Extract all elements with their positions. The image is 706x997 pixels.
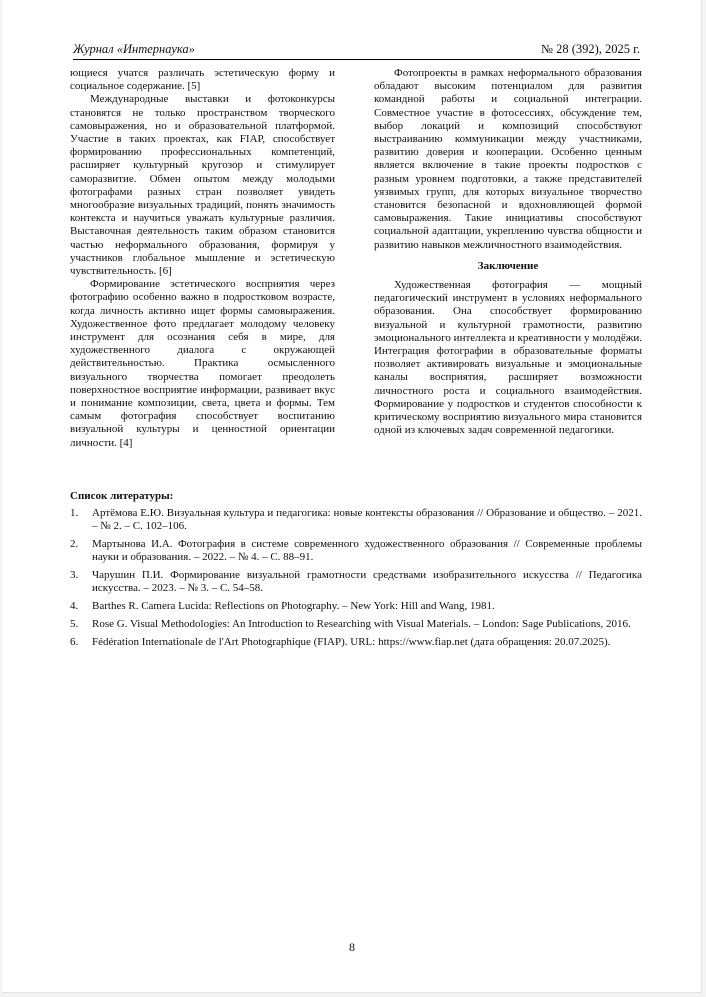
reference-item <box>70 618 642 631</box>
reference-number: 3. <box>70 569 79 581</box>
reference-text: Fédération Internationale de l'Art Photographique (FIAP). URL: https://www.fiap.net (дата обращения: 20.07.2025). <box>92 636 611 648</box>
paragraph: Художественная фотография — мощный педагогический инструмент в условиях неформального образования. Она способствует формированию визуальной и культурной грамотности, развитию эмоционального интеллекта и креативности у молодёжи. Интеграция фотографии в образовательные форматы позволяет активировать визуальные и эмоциональные каналы восприятия, расширяет возможности личностного роста и социального взаимодействия. Формирование у подростков и студентов способности к критическому восприятию визуального мира становится одной из ключевых задач современной педагогики. <box>374 279 642 437</box>
section-heading-conclusion: Заключение <box>477 259 539 272</box>
references-list <box>70 507 642 649</box>
reference-item <box>70 636 642 649</box>
reference-number: 4. <box>70 600 79 612</box>
document-page <box>2 0 702 993</box>
paragraph: Формирование эстетического восприятия через фотографию особенно важно в подростковом возрасте, когда личность активно ищет формы самовыражения. Художественное фото предлагает молодому человеку инструмент для осознания себя в мире, для художественного диалога с окружающей действительностью. Практика осмысленного визуального творчества помогает преодолеть поверхностное восприятие информации, развивает вкус и понимание композиции, света, цвета и формы. Тем самым фотография способствует воспитанию визуальной культуры и ценностной ориентации личности. [4] <box>70 278 335 449</box>
reference-number: 2. <box>70 538 79 550</box>
reference-number: 1. <box>70 507 79 519</box>
issue-number: № 28 (392), 2025 г. <box>541 42 640 56</box>
reference-item <box>70 538 642 564</box>
right-column <box>374 67 642 437</box>
references-title: Список литературы: <box>70 490 174 502</box>
page-number: 8 <box>349 940 355 954</box>
reference-text: Мартынова И.А. Фотография в системе современного художественного образования // Современные проблемы науки и образования. – 2022. – № 4. – С. 88–91. <box>92 538 642 563</box>
journal-title: Журнал «Интернаука» <box>73 42 195 56</box>
reference-item <box>70 569 642 595</box>
paragraph: Фотопроекты в рамках неформального образования обладают высоким потенциалом для развития командной работы и социальной интеграции. Совместное участие в фотосессиях, обсуждение тем, выбор локаций и композиций способствуют выстраиванию коммуникации между участниками, развитию доверия и кооперации. Особенно ценным является включение в такие проекты подростков с разным уровнем подготовки, а также представителей уязвимых групп, для которых визуальное творчество становится безопасной и вдохновляющей формой самовыражения. Такие инициативы способствуют социальной адаптации, укреплению чувства общности и развитию навыков межличностного взаимодействия. <box>374 67 642 251</box>
reference-text: Артёмова Е.Ю. Визуальная культура и педагогика: новые контексты образования // Образование и общество. – 2021. – № 2. – С. 102–106. <box>92 507 642 532</box>
left-column <box>70 67 335 450</box>
reference-number: 5. <box>70 618 79 630</box>
running-header <box>73 40 640 60</box>
reference-item <box>70 507 642 533</box>
paragraph: ющиеся учатся различать эстетическую форму и социальное содержание. [5] <box>70 67 335 93</box>
reference-text: Barthes R. Camera Lucida: Reflections on Photography. – New York: Hill and Wang, 1981. <box>92 600 495 612</box>
reference-text: Rose G. Visual Methodologies: An Introduction to Researching with Visual Materials. – London: Sage Publications, 2016. <box>92 618 631 630</box>
reference-number: 6. <box>70 636 79 648</box>
reference-item <box>70 600 642 613</box>
references-section <box>70 490 642 654</box>
paragraph: Международные выставки и фотоконкурсы становятся не только пространством творческого самовыражения, но и образовательной платформой. Участие в таких проектах, как FIAP, способствует формированию профессиональных компетенций, расширяет культурный кругозор и стимулирует саморазвитие. Обмен опытом между молодыми фотографами разных стран позволяет увидеть многообразие визуальных традиций, понять значимость контекста и научиться уважать культурные различия. Выставочная деятельность таким образом становится частью неформального образования, формируя у участников глобальное мышление и эстетическую чувствительность. [6] <box>70 93 335 278</box>
reference-text: Чарушин П.И. Формирование визуальной грамотности средствами изобразительного искусства // Педагогика искусства. – 2023. – № 3. – С. 54–58. <box>92 569 642 594</box>
